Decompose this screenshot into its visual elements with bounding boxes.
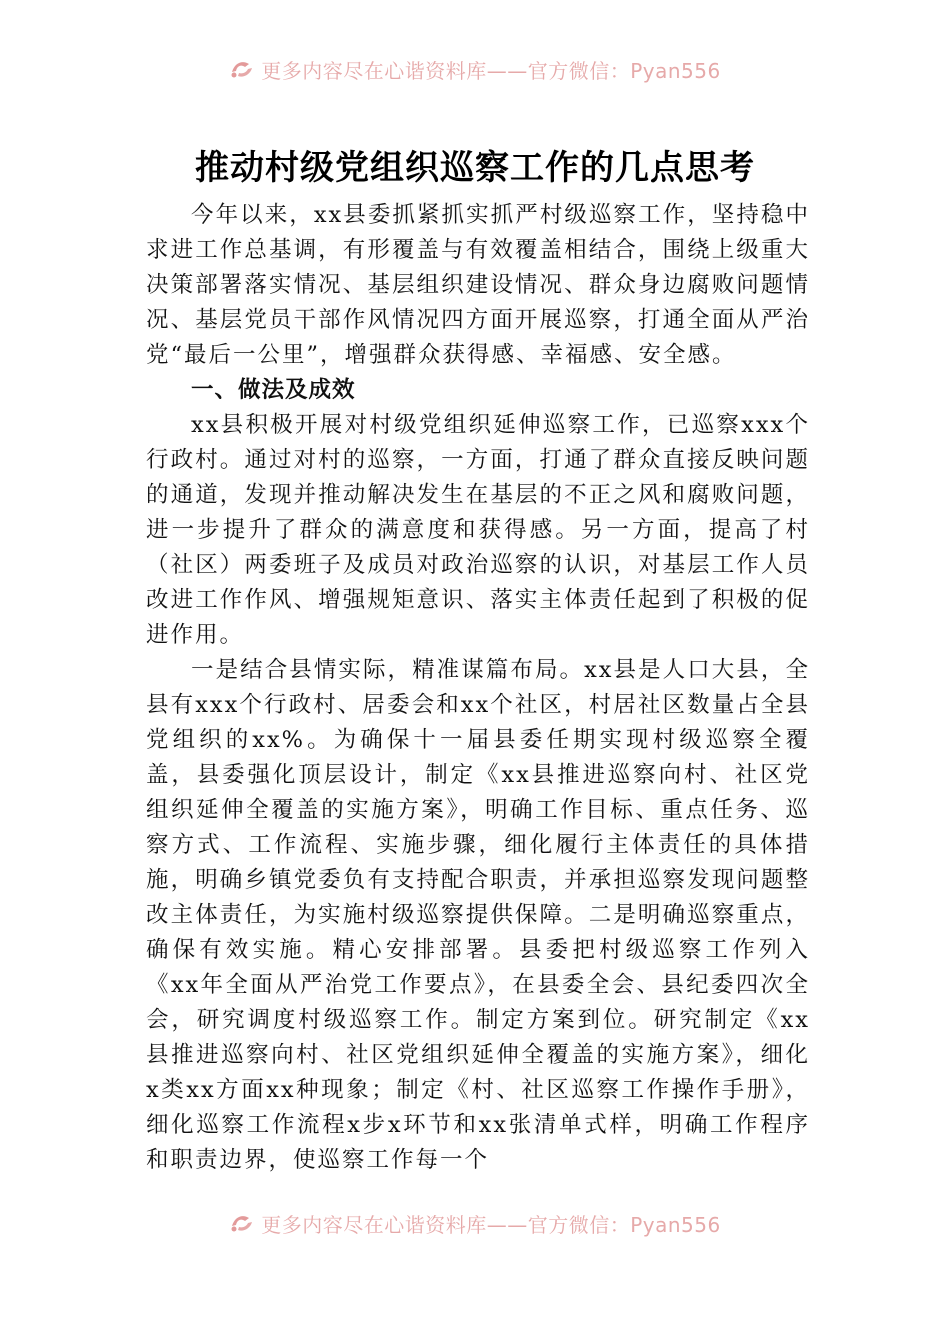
document-body [146, 198, 810, 1178]
document-title: 推动村级党组织巡察工作的几点思考 [195, 148, 755, 188]
watermark-text: 更多内容尽在心谐资料库——官方微信：Pyan556 [261, 58, 721, 83]
intro-paragraph: 今年以来，xx县委抓紧抓实抓严村级巡察工作，坚持稳中求进工作总基调，有形覆盖与有效覆盖相结合，围绕上级重大决策部署落实情况、基层组织建设情况、群众身边腐败问题情况、基层党员干部作风情况四方面开展巡察，打通全面从严治党“最后一公里”，增强群众获得感、幸福感、安全感。 [146, 202, 810, 368]
body-paragraph: xx县积极开展对村级党组织延伸巡察工作，已巡察xxx个行政村。通过对村的巡察，一方面，打通了群众直接反映问题的通道，发现并推动解决发生在基层的不正之风和腐败问题，进一步提升了群众的满意度和获得感。另一方面，提高了村（社区）两委班子及成员对政治巡察的认识，对基层工作人员改进工作作风、增强规矩意识、落实主体责任起到了积极的促进作用。 [146, 412, 810, 648]
body-paragraph: 一是结合县情实际，精准谋篇布局。xx县是人口大县，全县有xxx个行政村、居委会和xx个社区，村居社区数量占全县党组织的xx%。为确保十一届县委任期实现村级巡察全覆盖，县委强化顶层设计，制定《xx县推进巡察向村、社区党组织延伸全覆盖的实施方案》，明确工作目标、重点任务、巡察方式、工作流程、实施步骤，细化履行主体责任的具体措施，明确乡镇党委负有支持配合职责，并承担巡察发现问题整改主体责任，为实施村级巡察提供保障。二是明确巡察重点，确保有效实施。精心安排部署。县委把村级巡察工作列入《xx年全面从严治党工作要点》，在县委全会、县纪委四次全会，研究调度村级巡察工作。制定方案到位。研究制定《xx县推进巡察向村、社区党组织延伸全覆盖的实施方案》，细化x类xx方面xx种现象；制定《村、社区巡察工作操作手册》，细化巡察工作流程x步x环节和xx张清单式样，明确工作程序和职责边界，使巡察工作每一个 [146, 657, 810, 1173]
logo-icon [229, 58, 255, 80]
watermark-top [0, 54, 950, 84]
section-heading: 一、做法及成效 [191, 377, 356, 403]
logo-icon [229, 1212, 255, 1234]
watermark-text: 更多内容尽在心谐资料库——官方微信：Pyan556 [261, 1212, 721, 1237]
watermark-bottom [0, 1208, 950, 1238]
